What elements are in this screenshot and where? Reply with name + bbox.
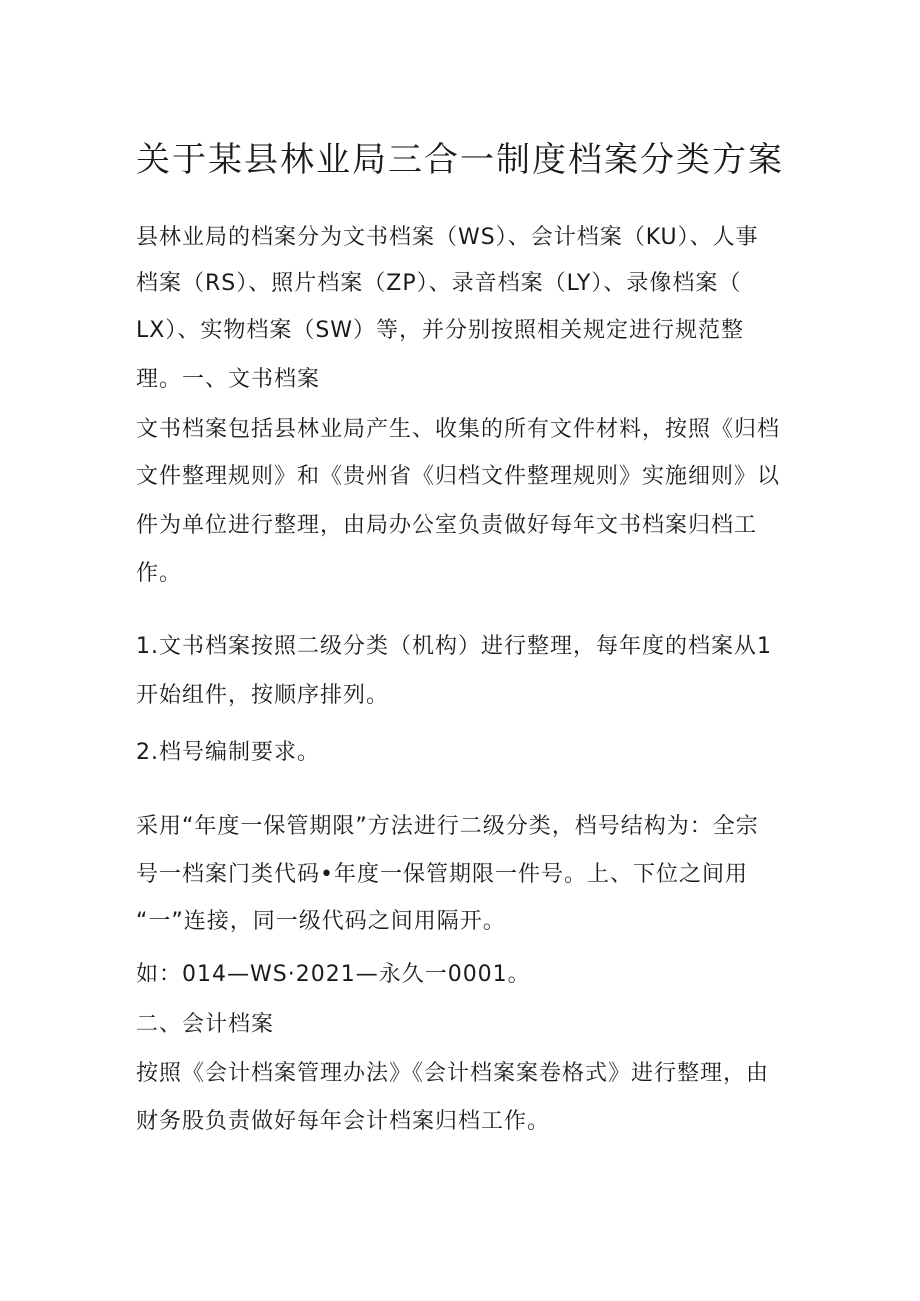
body-line: 按照《会计档案管理办法》《会计档案案卷格式》进行整理，由: [136, 1061, 770, 1086]
section-heading-1: 理。一、文书档案: [136, 367, 321, 392]
document-title: 关于某县林业局三合一制度档案分类方案: [136, 140, 784, 180]
body-line: 文书档案包括县林业局产生、收集的所有文件材料，按照《归档: [136, 417, 781, 442]
body-line: 文件整理规则》和《贵州省《归档文件整理规则》实施细则》以: [136, 464, 781, 489]
list-item-1-cont: 开始组件，按顺序排列。: [136, 683, 390, 708]
body-line: 件为单位进行整理，由局办公室负责做好每年文书档案归档工: [136, 513, 758, 538]
body-line: 采用“年度一保管期限”方法进行二级分类，档号结构为：全宗: [136, 814, 759, 839]
body-line: 档案（RS）、照片档案（ZP）、录音档案（LY）、录像档案（: [136, 271, 742, 296]
body-line: LX）、实物档案（SW）等，并分别按照相关规定进行规范整: [136, 318, 745, 343]
body-line: 财务股负责做好每年会计档案归档工作。: [136, 1109, 551, 1134]
list-item-2: 2.档号编制要求。: [136, 740, 320, 765]
section-heading-2: 二、会计档案: [136, 1012, 275, 1037]
body-line: “一”连接，同一级代码之间用隔开。: [136, 909, 506, 934]
body-line: 县林业局的档案分为文书档案（WS）、会计档案（KU）、人事: [136, 225, 759, 250]
body-line: 作。: [136, 561, 183, 586]
example-line: 如：014—WS·2021—永久一0001。: [136, 962, 531, 987]
list-item-1: 1.文书档案按照二级分类（机构）进行整理，每年度的档案从1: [136, 634, 772, 659]
body-line: 号一档案门类代码•年度一保管期限一件号。上、下位之间用: [136, 862, 748, 887]
